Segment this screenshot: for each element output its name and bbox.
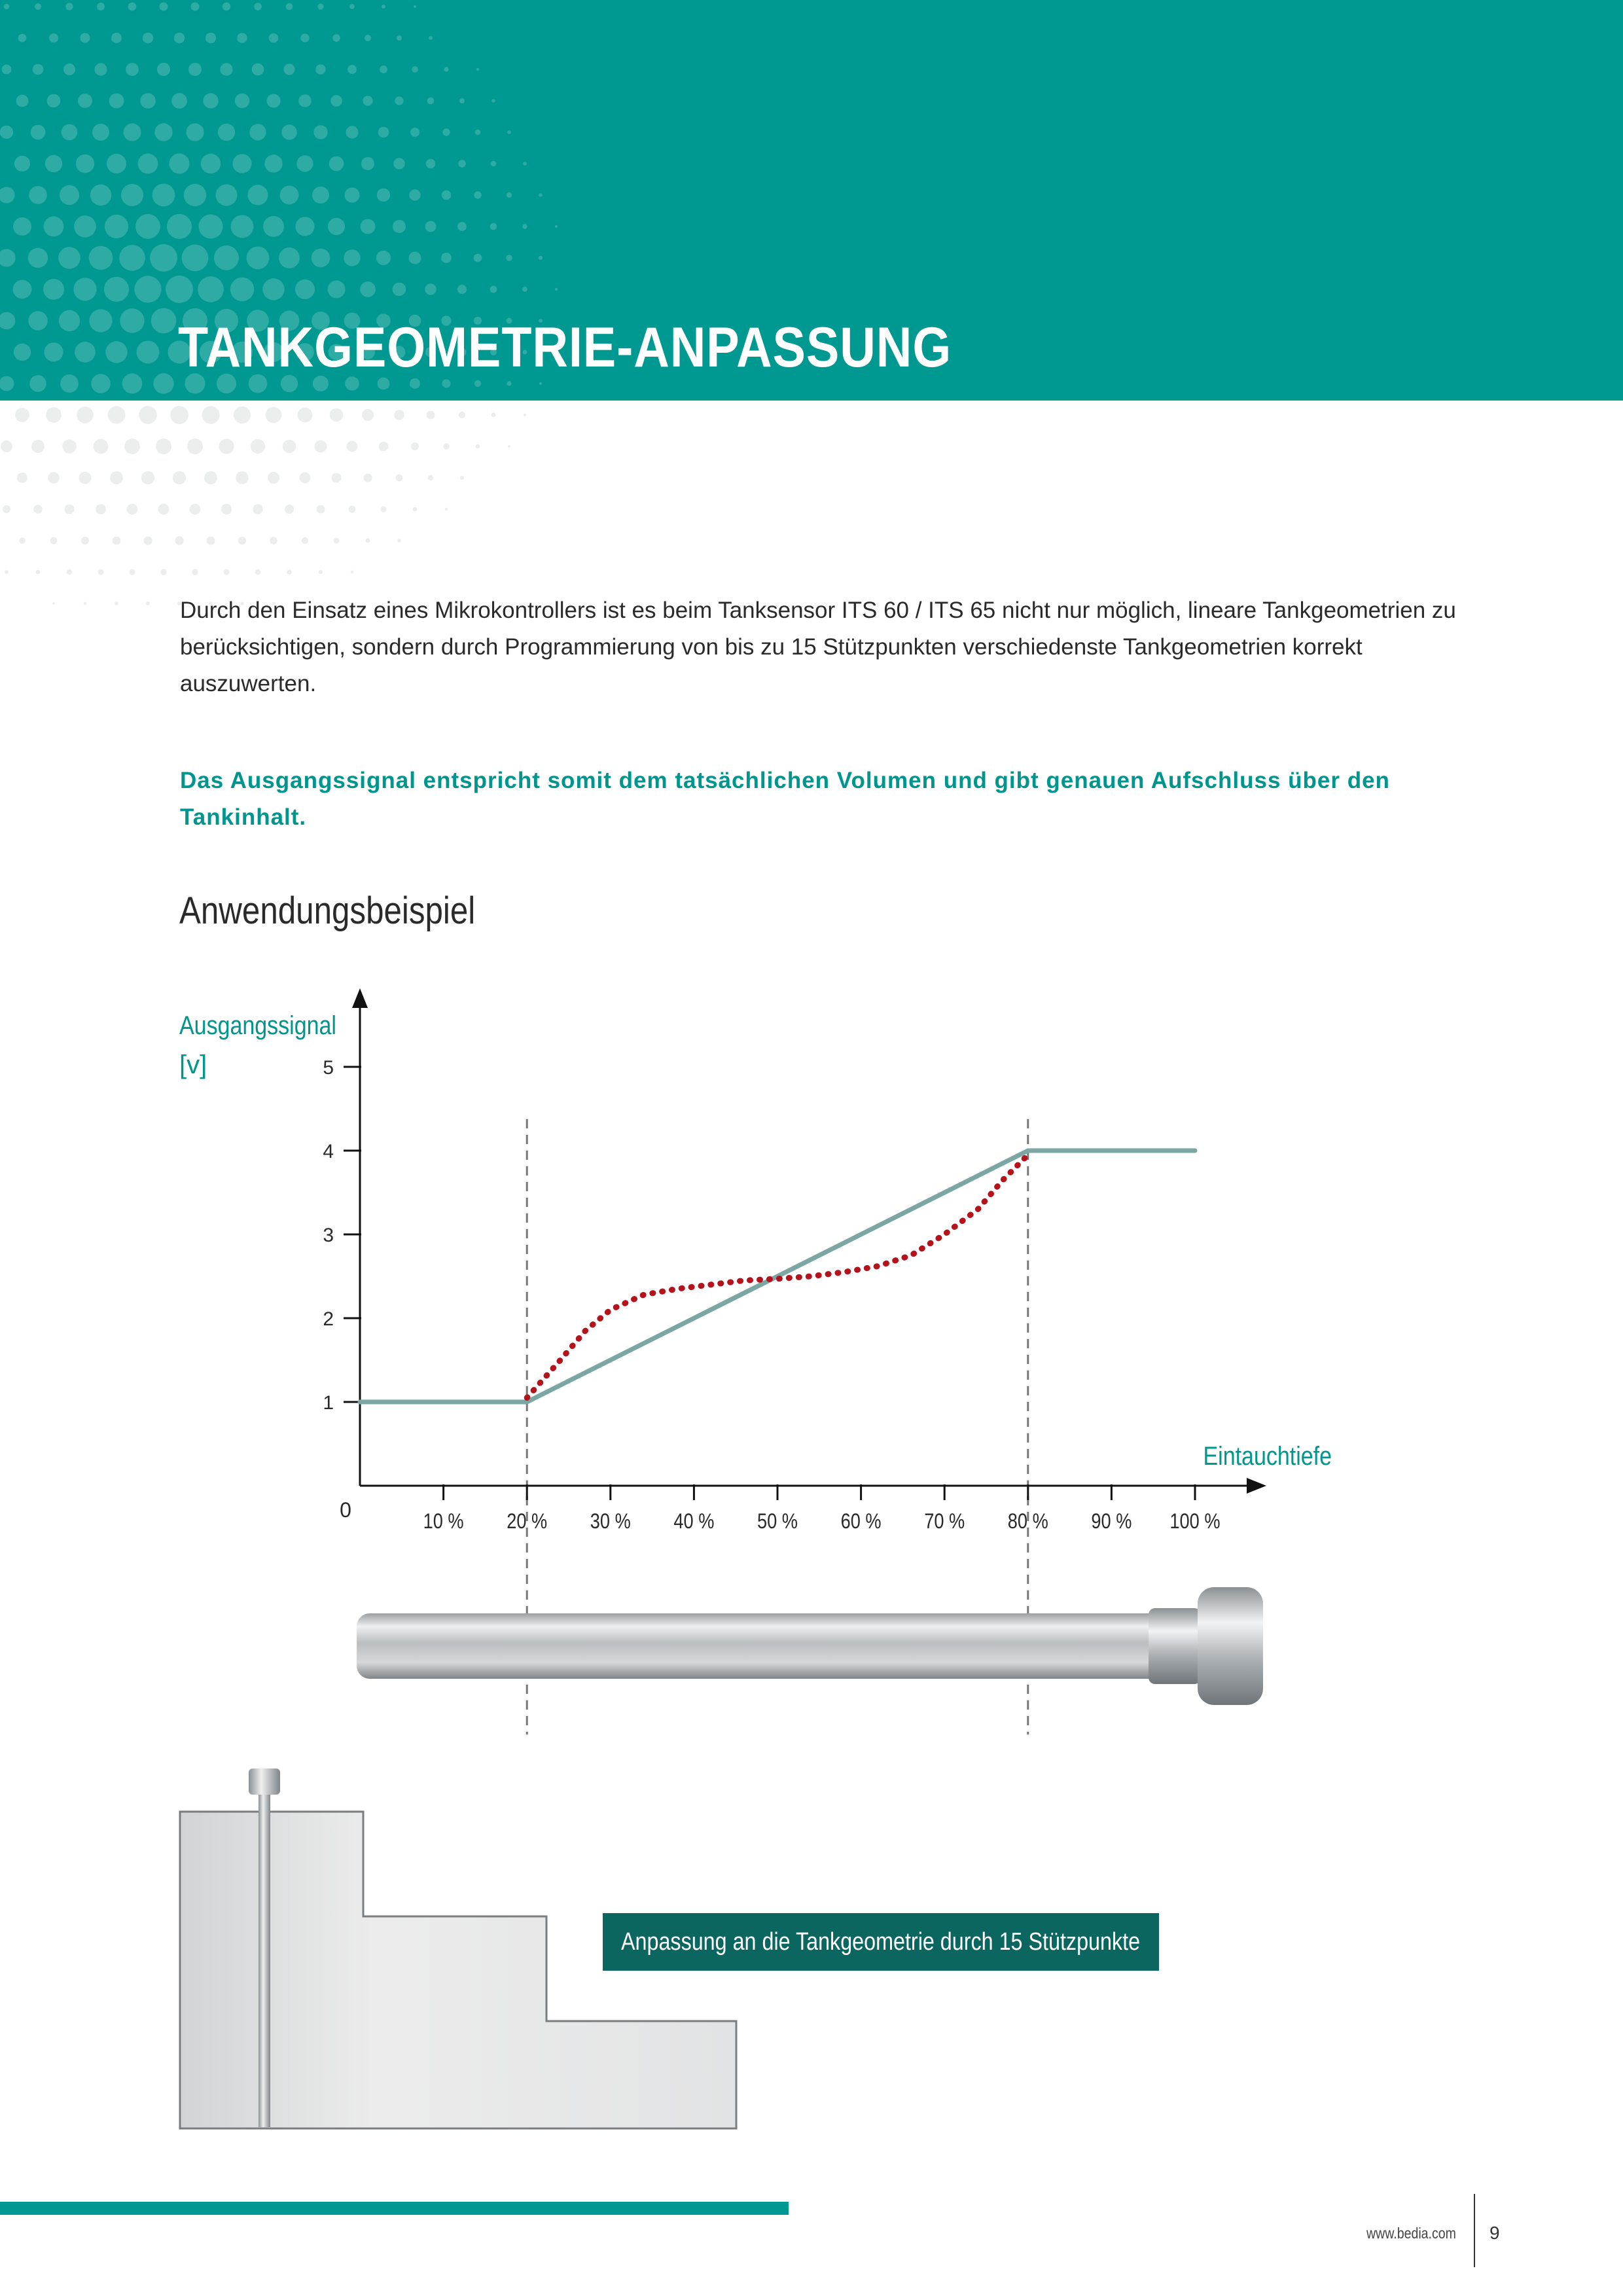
origin-label: 0 <box>340 1498 351 1522</box>
y-tick-label: 5 <box>323 1057 334 1079</box>
footer-url: www.bedia.com <box>1366 2225 1456 2242</box>
sensor-rod-image <box>357 1581 1286 1712</box>
x-tick-label: 60 % <box>840 1509 882 1534</box>
x-tick-label: 20 % <box>507 1509 548 1534</box>
header-band <box>0 0 1623 401</box>
y-axis-label: Ausgangssignal <box>179 1010 336 1040</box>
y-axis-unit-label: [v] <box>179 1050 207 1079</box>
x-axis-label: Eintauchtiefe <box>1203 1441 1332 1471</box>
caption-text: Anpassung an die Tankgeometrie durch 15 Stützpunkte <box>621 1928 1141 1956</box>
chart-series <box>360 1151 1195 1402</box>
intro-paragraph: Durch den Einsatz eines Mikrokontrollers ist es beim Tanksensor ITS 60 / ITS 65 nicht nur möglich, lineare Tankgeometrien zu berücksichtigen, sondern durch Programmierung von bis zu 15 Stützpunkten verschiedenste Tankgeometrien korrekt auszuwerten. <box>180 598 1456 696</box>
chart-ticks <box>323 1057 1220 1534</box>
highlight-paragraph: Das Ausgangssignal entspricht somit dem tatsächlichen Volumen und gibt genauen Aufschluss über den Tankinhalt. <box>180 768 1390 830</box>
x-tick-label: 30 % <box>590 1509 631 1534</box>
x-tick-label: 50 % <box>757 1509 798 1534</box>
footer-accent-bar <box>0 2202 789 2215</box>
footer-divider <box>1474 2194 1475 2267</box>
x-axis-arrow <box>1247 1478 1266 1494</box>
y-tick-label: 2 <box>323 1308 334 1330</box>
x-tick-label: 10 % <box>423 1509 464 1534</box>
page-number: 9 <box>1489 2223 1500 2243</box>
x-tick-label: 90 % <box>1091 1509 1132 1534</box>
x-tick-label: 70 % <box>924 1509 965 1534</box>
caption-box <box>603 1913 1159 1971</box>
x-tick-label: 40 % <box>673 1509 715 1534</box>
y-axis-arrow <box>352 988 368 1008</box>
chart-axes <box>352 988 1266 1494</box>
section-heading: Anwendungsbeispiel <box>179 889 476 932</box>
x-tick-label: 80 % <box>1007 1509 1048 1534</box>
adapted-curve-line <box>527 1155 1028 1397</box>
page-title: TANKGEOMETRIE-ANPASSUNG <box>178 316 952 379</box>
y-tick-label: 4 <box>323 1141 334 1162</box>
x-tick-label: 100 % <box>1169 1509 1221 1534</box>
y-tick-label: 1 <box>323 1392 334 1414</box>
y-tick-label: 3 <box>323 1225 334 1246</box>
